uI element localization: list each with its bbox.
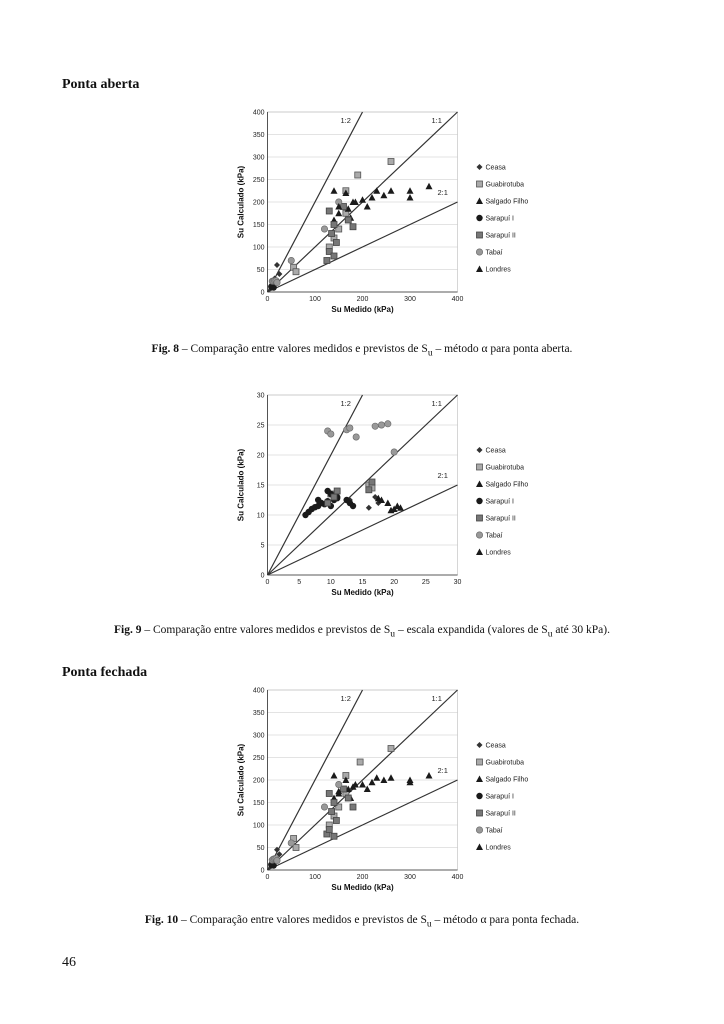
caption-text: – escala expandida (valores de S bbox=[395, 624, 548, 636]
y-tick-label: 50 bbox=[256, 267, 265, 274]
data-point bbox=[350, 224, 356, 230]
data-point bbox=[329, 231, 335, 237]
y-tick-label: 0 bbox=[260, 867, 265, 875]
data-point bbox=[372, 423, 378, 429]
legend-marker bbox=[477, 759, 483, 765]
data-point bbox=[347, 425, 353, 431]
reference-line-label: 2:1 bbox=[437, 471, 448, 480]
y-tick-label: 300 bbox=[252, 154, 265, 162]
legend-entry: Tabaí bbox=[485, 827, 503, 835]
data-point bbox=[331, 494, 337, 500]
legend-marker bbox=[476, 532, 482, 538]
legend-entry: Salgado Filho bbox=[485, 481, 529, 489]
data-point bbox=[345, 795, 351, 801]
data-point bbox=[385, 421, 391, 427]
legend-entry: Londres bbox=[485, 844, 511, 852]
data-point bbox=[326, 827, 332, 833]
x-axis-label: Su Medido (kPa) bbox=[331, 883, 394, 892]
y-axis-label: Su Calculado (kPa) bbox=[236, 165, 246, 239]
y-tick-label: 250 bbox=[252, 755, 265, 762]
data-point bbox=[331, 187, 338, 194]
y-axis-label: Su Calculado (kPa) bbox=[236, 743, 246, 817]
x-tick-label: 200 bbox=[356, 296, 369, 303]
data-point bbox=[426, 772, 433, 779]
legend-marker bbox=[477, 515, 483, 521]
data-point bbox=[391, 449, 397, 455]
legend-marker bbox=[476, 215, 482, 221]
x-tick-label: 0 bbox=[265, 296, 270, 303]
legend-entry: Sarapuí II bbox=[485, 515, 516, 523]
y-tick-label: 0 bbox=[260, 289, 265, 297]
legend-entry: Londres bbox=[485, 266, 511, 274]
legend-entry: Guabirotuba bbox=[485, 464, 525, 472]
reference-line-label: 2:1 bbox=[437, 766, 448, 775]
data-point bbox=[331, 222, 337, 228]
data-point bbox=[321, 804, 327, 810]
data-point bbox=[364, 203, 371, 210]
data-point bbox=[366, 487, 372, 493]
data-point bbox=[388, 159, 394, 165]
data-point bbox=[335, 210, 342, 217]
legend-entry: Guabirotuba bbox=[485, 759, 525, 767]
data-point bbox=[388, 187, 395, 194]
reference-line-label: 2:1 bbox=[437, 188, 448, 197]
data-point bbox=[331, 772, 338, 779]
data-point bbox=[426, 183, 433, 190]
data-point bbox=[334, 488, 340, 494]
y-tick-label: 200 bbox=[252, 199, 265, 207]
data-point bbox=[331, 833, 337, 839]
data-point bbox=[388, 746, 394, 752]
caption-text: – Comparação entre valores medidos e previstos de S bbox=[141, 624, 391, 636]
caption-label: Fig. 10 bbox=[144, 914, 179, 926]
data-point bbox=[315, 497, 321, 503]
reference-line-label: 1:2 bbox=[340, 116, 351, 125]
data-point bbox=[324, 258, 330, 264]
chart-fig-10 bbox=[195, 680, 529, 910]
reference-line-label: 1:1 bbox=[431, 116, 442, 125]
x-axis-label: Su Medido (kPa) bbox=[331, 305, 394, 314]
y-tick-label: 20 bbox=[256, 452, 265, 460]
x-tick-label: 25 bbox=[421, 579, 430, 586]
data-point bbox=[378, 422, 384, 428]
x-tick-label: 200 bbox=[356, 874, 369, 881]
legend-marker bbox=[476, 266, 483, 273]
data-point bbox=[350, 503, 356, 509]
data-point bbox=[288, 840, 294, 846]
data-point bbox=[407, 194, 414, 201]
y-tick-label: 400 bbox=[252, 109, 265, 117]
x-tick-label: 5 bbox=[297, 579, 302, 586]
y-tick-label: 50 bbox=[256, 845, 265, 852]
data-point bbox=[333, 240, 339, 246]
legend-entry: Guabirotuba bbox=[485, 181, 525, 189]
caption-text: – método α para ponta aberta. bbox=[432, 343, 573, 355]
section-heading-closed: Ponta fechada bbox=[62, 665, 148, 680]
caption-subscript: u bbox=[547, 628, 553, 640]
section-heading-open: Ponta aberta bbox=[62, 77, 140, 92]
x-tick-label: 0 bbox=[265, 579, 270, 586]
chart-fig-9 bbox=[195, 385, 529, 615]
legend-marker bbox=[477, 447, 483, 453]
data-point bbox=[326, 791, 332, 797]
legend-marker bbox=[476, 498, 482, 504]
legend-marker bbox=[476, 844, 483, 851]
legend-entry: Tabaí bbox=[485, 532, 503, 540]
data-point bbox=[350, 804, 356, 810]
legend-marker bbox=[476, 249, 482, 255]
caption-fig-9 bbox=[0, 624, 724, 639]
data-point bbox=[345, 217, 351, 223]
legend-entry: Ceasa bbox=[485, 164, 506, 172]
reference-line-label: 1:1 bbox=[431, 694, 442, 703]
data-point bbox=[331, 253, 337, 259]
x-tick-label: 10 bbox=[326, 579, 335, 586]
y-tick-label: 250 bbox=[252, 177, 265, 184]
data-point bbox=[331, 800, 337, 806]
y-tick-label: 300 bbox=[252, 732, 265, 740]
data-point bbox=[384, 500, 391, 507]
legend-marker bbox=[477, 810, 483, 816]
y-tick-label: 400 bbox=[252, 687, 265, 695]
data-point bbox=[325, 500, 331, 506]
y-axis-label: Su Calculado (kPa) bbox=[236, 448, 246, 522]
y-tick-label: 30 bbox=[256, 392, 265, 400]
x-tick-label: 15 bbox=[358, 579, 367, 586]
data-point bbox=[373, 774, 380, 781]
legend-entry: Ceasa bbox=[485, 742, 506, 750]
legend-marker bbox=[477, 181, 483, 187]
x-tick-label: 400 bbox=[451, 296, 464, 303]
legend-marker bbox=[477, 232, 483, 238]
data-point bbox=[380, 192, 387, 199]
y-tick-label: 100 bbox=[252, 822, 265, 830]
x-tick-label: 300 bbox=[404, 874, 416, 881]
y-tick-label: 200 bbox=[252, 777, 265, 785]
legend-marker bbox=[477, 464, 483, 470]
legend-marker bbox=[476, 776, 483, 783]
caption-fig-8 bbox=[0, 343, 724, 358]
reference-line-2-1 bbox=[268, 485, 458, 575]
data-point bbox=[336, 781, 342, 787]
legend-entry: Sarapuí I bbox=[485, 215, 514, 223]
caption-text: até 30 kPa). bbox=[552, 624, 610, 636]
legend-marker bbox=[476, 481, 483, 488]
y-tick-label: 5 bbox=[260, 542, 265, 550]
legend-marker bbox=[477, 742, 483, 748]
caption-subscript: u bbox=[426, 918, 432, 930]
page-number: 46 bbox=[62, 955, 76, 970]
legend-entry: Sarapuí I bbox=[485, 793, 514, 801]
data-point bbox=[407, 187, 414, 194]
caption-text: – Comparação entre valores medidos e previstos de S bbox=[178, 914, 427, 926]
x-tick-label: 100 bbox=[309, 296, 321, 303]
legend-entry: Londres bbox=[485, 549, 511, 557]
reference-line-label: 1:2 bbox=[340, 694, 351, 703]
reference-line-label: 1:1 bbox=[431, 399, 442, 408]
y-tick-label: 350 bbox=[252, 132, 265, 139]
x-tick-label: 100 bbox=[309, 874, 321, 881]
data-point bbox=[353, 434, 359, 440]
data-point bbox=[366, 505, 372, 511]
legend-entry: Sarapuí II bbox=[485, 810, 516, 818]
data-point bbox=[341, 786, 347, 792]
legend-marker bbox=[476, 198, 483, 205]
y-tick-label: 0 bbox=[260, 572, 265, 580]
caption-subscript: u bbox=[390, 628, 396, 640]
y-tick-label: 10 bbox=[256, 512, 265, 520]
legend-entry: Sarapuí II bbox=[485, 232, 516, 240]
legend-entry: Salgado Filho bbox=[485, 198, 529, 206]
data-point bbox=[324, 488, 330, 494]
y-tick-label: 100 bbox=[252, 244, 265, 252]
caption-fig-10 bbox=[0, 914, 724, 929]
data-points bbox=[268, 746, 432, 869]
data-point bbox=[288, 257, 294, 263]
data-point bbox=[269, 284, 275, 290]
data-point bbox=[274, 279, 280, 285]
data-point bbox=[388, 774, 395, 781]
legend-entry: Salgado Filho bbox=[485, 776, 529, 784]
data-point bbox=[369, 479, 375, 485]
data-point bbox=[321, 226, 327, 232]
data-points bbox=[302, 421, 404, 519]
chart-fig-8 bbox=[195, 102, 529, 332]
y-tick-label: 150 bbox=[252, 800, 265, 807]
caption-subscript: u bbox=[427, 347, 433, 359]
caption-label: Fig. 9 bbox=[114, 624, 142, 636]
legend-marker bbox=[476, 827, 482, 833]
x-tick-label: 0 bbox=[265, 874, 270, 881]
data-point bbox=[326, 208, 332, 214]
reference-line-label: 1:2 bbox=[340, 399, 351, 408]
legend-marker bbox=[476, 793, 482, 799]
caption-label: Fig. 8 bbox=[151, 343, 180, 355]
x-tick-label: 30 bbox=[453, 579, 462, 586]
y-tick-label: 15 bbox=[256, 482, 265, 490]
data-point bbox=[276, 271, 282, 277]
data-point bbox=[293, 845, 299, 851]
data-point bbox=[328, 431, 334, 437]
data-point bbox=[333, 818, 339, 824]
data-point bbox=[355, 172, 361, 178]
y-tick-label: 25 bbox=[256, 422, 265, 430]
x-tick-label: 400 bbox=[451, 874, 464, 881]
x-tick-label: 300 bbox=[404, 296, 416, 303]
legend-entry: Sarapuí I bbox=[485, 498, 514, 506]
data-point bbox=[274, 262, 280, 268]
y-tick-label: 350 bbox=[252, 710, 265, 717]
y-tick-label: 150 bbox=[252, 222, 265, 229]
data-point bbox=[329, 809, 335, 815]
x-tick-label: 20 bbox=[390, 579, 399, 586]
caption-text: – método α para ponta fechada. bbox=[431, 914, 580, 926]
data-point bbox=[357, 759, 363, 765]
data-point bbox=[274, 857, 280, 863]
legend-entry: Ceasa bbox=[485, 447, 506, 455]
legend-marker bbox=[476, 549, 483, 556]
legend-entry: Tabaí bbox=[485, 249, 503, 257]
x-axis-label: Su Medido (kPa) bbox=[331, 588, 394, 597]
legend-marker bbox=[477, 164, 483, 170]
caption-text: – Comparação entre valores medidos e previstos de S bbox=[179, 343, 428, 355]
data-point bbox=[293, 269, 299, 275]
